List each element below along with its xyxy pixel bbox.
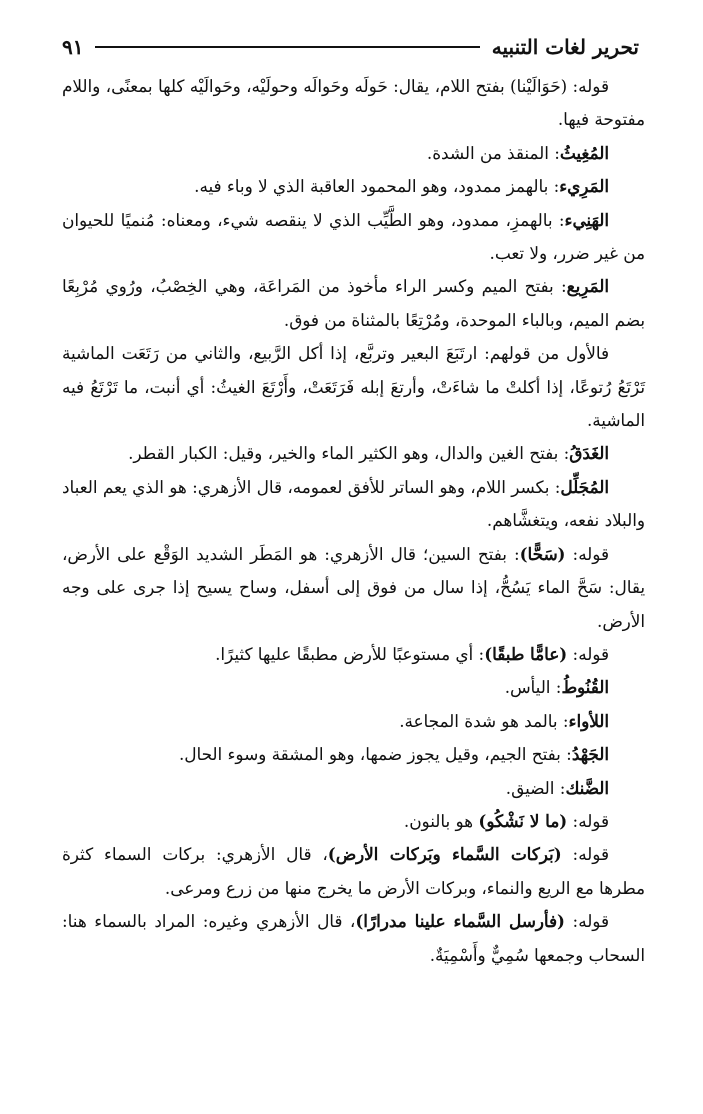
- entry-paragraph: [62, 437, 645, 470]
- entry-text: : بالمد هو شدة المجاعة.: [399, 710, 569, 731]
- entry-paragraph: [62, 738, 645, 771]
- entry-text: ، قال الأزهري: بركات السماء كثرة مطرها مع الريع والنماء، وبركات الأرض ما يخرج منها من زرع ومرعى.: [62, 844, 645, 898]
- entry-term: (سَحًّا): [519, 543, 566, 564]
- entry-lead: قوله:: [565, 543, 609, 564]
- entry-paragraph: [62, 705, 645, 738]
- entry-term: الهَنِيء: [564, 209, 609, 230]
- entry-paragraph: [62, 204, 645, 271]
- entry-paragraph: [62, 905, 645, 972]
- entry-text: فالأول من قولهم: ارتَبَعَ البعير وتربَّع، إذا أكل الرَّبيع، والثاني من رَتَعَت الماشية تَرْتَعُ رُتوعًا، إذا أكلتْ ما شاءَتْ، وأرتعَ إبله فَرَتَعَتْ، وأَرْتَعَ الغيثُ: أي أنبت، ما تَرْتَعُ فيه الماشية.: [62, 343, 645, 431]
- entry-paragraph: [62, 337, 645, 437]
- entry-text: : بفتح السين؛ قال الأزهري: هو المَطَر الشديد الوَقْع على الأرض، يقال: سَحَّ الماء يَسُحُّ، إذا سال من فوق إلى أسفل، وساح يسيح إذا جرى على وجه الأرض.: [62, 543, 645, 631]
- entry-text: : اليأس.: [504, 677, 562, 698]
- entry-term: المَرِيع: [566, 276, 609, 297]
- entry-term: (فأرسل السَّماء علينا مدرارًا): [355, 911, 565, 932]
- entry-paragraph: [62, 70, 645, 137]
- entry-lead: قوله:: [567, 643, 609, 664]
- entry-text: : بالهمزِ، ممدود، وهو الطَّيِّب الذي لا ينقصه شيء، ومعناه: مُنميًا للحيوان من غير ضرر، ولا تعب.: [62, 209, 645, 264]
- header-rule: [95, 46, 479, 48]
- entry-paragraph: [62, 538, 645, 638]
- entry-text: : بكسر اللام، وهو الساتر للأفق لعمومه، قال الأزهري: هو الذي يعم العباد والبلاد نفعه، ويتغشَّاهم.: [62, 476, 645, 531]
- page-body: [62, 70, 645, 972]
- entry-term: الجَهْدُ: [571, 744, 609, 765]
- entry-text: : بفتح الغين والدال، وهو الكثير الماء والخير، وقيل: الكبار القطر.: [128, 443, 570, 464]
- page-header: [62, 34, 639, 60]
- entry-text: هو بالنون.: [403, 810, 479, 831]
- entry-term: المُغِيثُ: [559, 142, 609, 163]
- entry-text: : بفتح الجيم، وقيل يجوز ضمها، وهو المشقة وسوء الحال.: [178, 744, 572, 765]
- entry-term: الضَّنك: [565, 777, 609, 798]
- entry-term: (عامًّا طبقًا): [484, 643, 568, 664]
- entry-term: المَرِيء: [559, 176, 609, 197]
- entry-term: اللأواء: [568, 710, 609, 731]
- entry-text: : المنقذ من الشدة.: [426, 142, 560, 163]
- entry-text: : بفتح الميم وكسر الراء مأخوذ من المَراعَة، وهي الخِصْبُ، ورُوي مُرْبِعًا بضم الميم، وبالباء الموحدة، ومُرْتِعًا بالمثناة من فوق.: [62, 276, 645, 330]
- entry-term: الغَدَقُ: [569, 443, 609, 464]
- entry-paragraph: [62, 137, 645, 170]
- page-number: ٩١: [62, 35, 84, 59]
- entry-text: قوله: (حَوَالَيْنا) بفتح اللام، يقال: حَولَه وحَوالَه وحولَيْه، وحَوالَيْه كلها بمعنًى، واللام مفتوحة فيها.: [62, 76, 645, 130]
- entry-term: (بَركات السَّماء وبَركات الأرض): [327, 844, 562, 865]
- entry-paragraph: [62, 170, 645, 203]
- entry-lead: قوله:: [561, 844, 609, 865]
- running-title: تحرير لغات التنبيه: [491, 35, 639, 59]
- entry-text: : بالهمز ممدود، وهو المحمود العاقبة الذي لا وباء فيه.: [194, 176, 560, 197]
- entry-term: المُجَلِّل: [560, 476, 609, 497]
- entry-term: القُنُوطُ: [561, 677, 609, 698]
- entry-text: : الضيق.: [505, 777, 566, 798]
- entry-term: (ما لا نَشْكُو): [478, 810, 568, 831]
- entry-paragraph: [62, 805, 645, 838]
- entry-paragraph: [62, 838, 645, 905]
- entry-paragraph: [62, 471, 645, 538]
- entry-text: ، قال الأزهري وغيره: المراد بالسماء هنا: السحاب وجمعها سُمِيٌّ وأَسْمِيَةٌ.: [62, 911, 645, 965]
- entry-lead: قوله:: [565, 911, 609, 932]
- entry-lead: قوله:: [567, 810, 609, 831]
- entry-paragraph: [62, 638, 645, 671]
- entry-paragraph: [62, 671, 645, 704]
- entry-paragraph: [62, 772, 645, 805]
- entry-paragraph: [62, 270, 645, 337]
- entry-text: : أي مستوعبًا للأرض مطبقًا عليها كثيرًا.: [215, 643, 485, 664]
